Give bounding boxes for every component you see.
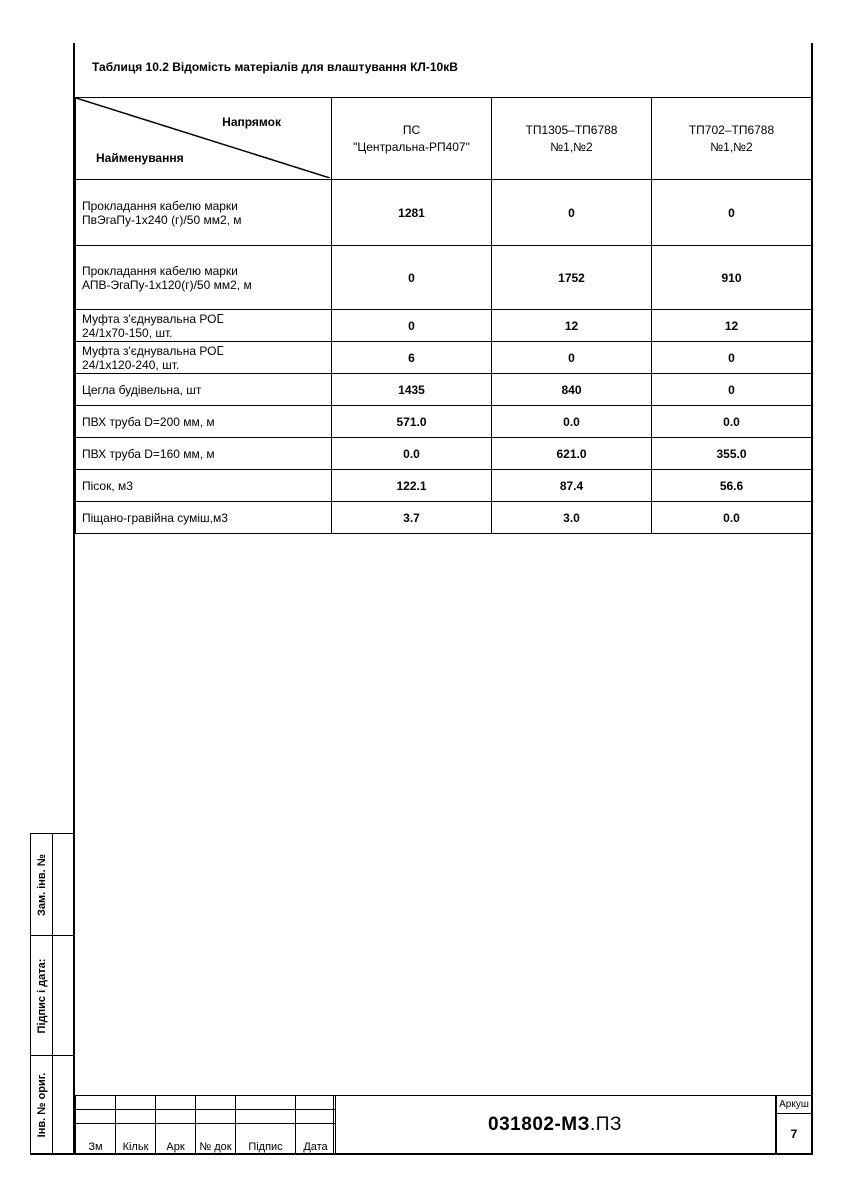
row-value: 3.7 bbox=[332, 502, 492, 534]
table-row bbox=[76, 374, 812, 406]
side-cell-inv-orig bbox=[31, 1056, 74, 1154]
row-value: 3.0 bbox=[492, 502, 652, 534]
row-name: ПВХ труба D=160 мм, м bbox=[76, 438, 332, 470]
row-value: 840 bbox=[492, 374, 652, 406]
stamp-label-ark: Арк bbox=[156, 1124, 196, 1154]
document-code bbox=[333, 1095, 777, 1155]
stamp-label-pidpys: Підпис bbox=[236, 1124, 296, 1154]
row-value: 87.4 bbox=[492, 470, 652, 502]
side-label-zam-inv: Зам. інв. № bbox=[36, 853, 48, 916]
row-value: 621.0 bbox=[492, 438, 652, 470]
row-value: 0.0 bbox=[492, 406, 652, 438]
table-row bbox=[76, 502, 812, 534]
column-header-1: ТП1305–ТП6788 №1,№2 bbox=[492, 98, 652, 180]
table-row bbox=[76, 180, 812, 246]
side-label-pidpys: Підпис і дата: bbox=[36, 958, 48, 1033]
row-name: Прокладання кабелю марки ПвЭгаПу-1х240 (г)/50 мм2, м bbox=[76, 180, 332, 246]
row-name: ПВХ труба D=200 мм, м bbox=[76, 406, 332, 438]
row-value: 1435 bbox=[332, 374, 492, 406]
table-row bbox=[76, 470, 812, 502]
row-value: 122.1 bbox=[332, 470, 492, 502]
row-value: 12 bbox=[652, 310, 812, 342]
row-name: Піщано-гравійна суміш,м3 bbox=[76, 502, 332, 534]
row-value: 0 bbox=[492, 180, 652, 246]
title-block bbox=[75, 1095, 813, 1155]
row-name: Пісок, м3 bbox=[76, 470, 332, 502]
row-value: 1281 bbox=[332, 180, 492, 246]
side-label-inv-orig: Інв. № ориг. bbox=[36, 1072, 48, 1138]
row-value: 571.0 bbox=[332, 406, 492, 438]
stamp-label-zm: Зм bbox=[76, 1124, 116, 1154]
header-direction: Напрямок bbox=[222, 115, 281, 129]
row-value: 0 bbox=[332, 246, 492, 310]
document-code-suffix: .ПЗ bbox=[590, 1114, 622, 1135]
header-diagonal-cell bbox=[76, 98, 332, 180]
row-name: Прокладання кабелю марки АПВ-ЭгаПу-1х120(г)/50 мм2, м bbox=[76, 246, 332, 310]
row-name: Муфта з'єднувальна РОⵎ 24/1х70-150, шт. bbox=[76, 310, 332, 342]
column-header-0: ПС "Центральна-РП407" bbox=[332, 98, 492, 180]
row-value: 0 bbox=[492, 342, 652, 374]
table-row bbox=[76, 406, 812, 438]
row-value: 1752 bbox=[492, 246, 652, 310]
side-cell-pidpys bbox=[31, 936, 74, 1056]
side-cell-zam-inv bbox=[31, 834, 74, 936]
row-value: 0 bbox=[332, 310, 492, 342]
document-code-main: 031802-МЗ bbox=[488, 1114, 591, 1135]
materials-table bbox=[75, 97, 812, 534]
stamp-label-ndok: № док bbox=[196, 1124, 236, 1154]
row-value: 0 bbox=[652, 180, 812, 246]
column-header-2: ТП702–ТП6788 №1,№2 bbox=[652, 98, 812, 180]
table-row bbox=[76, 438, 812, 470]
table-row bbox=[76, 310, 812, 342]
revision-grid bbox=[75, 1095, 336, 1154]
row-value: 0.0 bbox=[652, 502, 812, 534]
stamp-label-kilk: Кільк bbox=[116, 1124, 156, 1154]
row-value: 0.0 bbox=[652, 406, 812, 438]
row-value: 910 bbox=[652, 246, 812, 310]
row-value: 12 bbox=[492, 310, 652, 342]
row-name: Цегла будівельна, шт bbox=[76, 374, 332, 406]
sheet-number: 7 bbox=[790, 1127, 798, 1141]
row-value: 0 bbox=[652, 374, 812, 406]
row-value: 355.0 bbox=[652, 438, 812, 470]
side-strip bbox=[30, 833, 75, 1155]
stamp-label-data: Дата bbox=[296, 1124, 336, 1154]
header-name: Найменування bbox=[96, 151, 184, 165]
row-value: 56.6 bbox=[652, 470, 812, 502]
sheet-label: Аркуш bbox=[776, 1096, 812, 1114]
table-row bbox=[76, 342, 812, 374]
table-title: Таблиця 10.2 Відомість матеріалів для влаштування КЛ-10кВ bbox=[92, 60, 458, 74]
sheet-box bbox=[775, 1095, 813, 1155]
row-value: 0.0 bbox=[332, 438, 492, 470]
row-name: Муфта з'єднувальна РОⵎ 24/1х120-240, шт. bbox=[76, 342, 332, 374]
row-value: 0 bbox=[652, 342, 812, 374]
table-row bbox=[76, 246, 812, 310]
row-value: 6 bbox=[332, 342, 492, 374]
